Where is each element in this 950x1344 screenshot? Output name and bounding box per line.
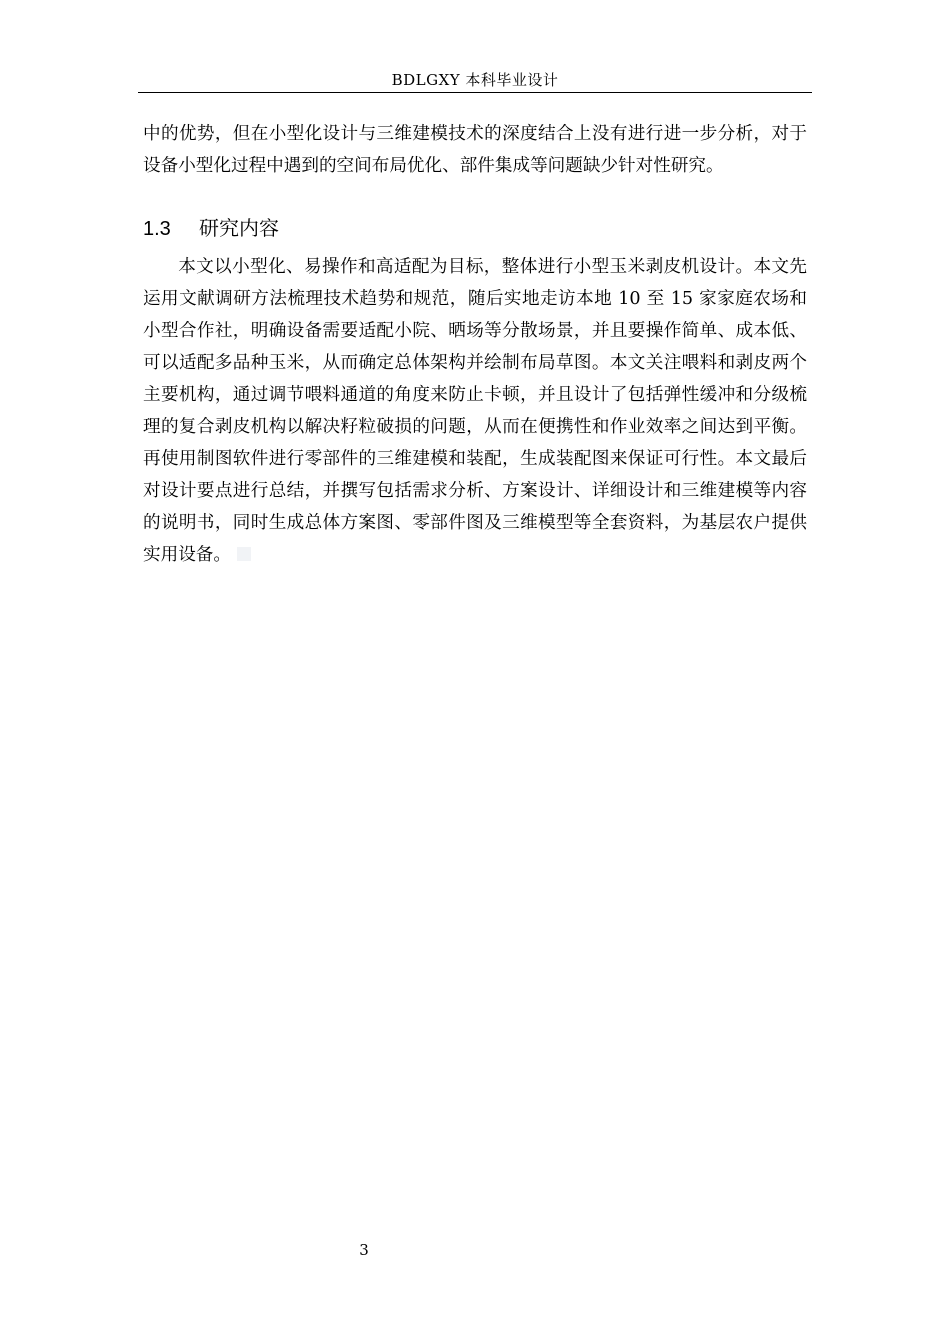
page-body bbox=[143, 118, 807, 571]
section-title-text: 研究内容 bbox=[199, 216, 279, 240]
page-header: BDLGXY 本科毕业设计 bbox=[391, 71, 559, 89]
paragraph-research-content bbox=[143, 251, 807, 571]
header-rule bbox=[138, 92, 812, 93]
paragraph-research-content-text: 本文以小型化、易操作和高适配为目标，整体进行小型玉米剥皮机设计。本文先运用文献调研方法梳理技术趋势和规范，随后实地走访本地 10 至 15 家家庭农场和小型合作社，明确设备需要适配小院、晒场等分散场景，并且要操作简单、成本低、可以适配多品种玉米，从而确定总体架构并绘制布局草图。本文关注喂料和剥皮两个主要机构，通过调节喂料通道的角度来防止卡顿，并且设计了包括弹性缓冲和分级梳理的复合剥皮机构以解决籽粒破损的问题，从而在便携性和作业效率之间达到平衡。再使用制图软件进行零部件的三维建模和装配，生成装配图来保证可行性。本文最后对设计要点进行总结，并撰写包括需求分析、方案设计、详细设计和三维建模等内容的说明书，同时生成总体方案图、零部件图及三维模型等全套资料，为基层农户提供实用设备。 bbox=[143, 257, 807, 565]
section-number: 1.3 bbox=[143, 218, 171, 240]
text-cursor-mark bbox=[237, 547, 251, 561]
page-number: 3 bbox=[359, 1241, 369, 1259]
section-heading bbox=[143, 212, 807, 245]
paragraph-continuation: 中的优势，但在小型化设计与三维建模技术的深度结合上没有进行进一步分析，对于设备小型化过程中遇到的空间布局优化、部件集成等问题缺少针对性研究。 bbox=[143, 124, 807, 176]
